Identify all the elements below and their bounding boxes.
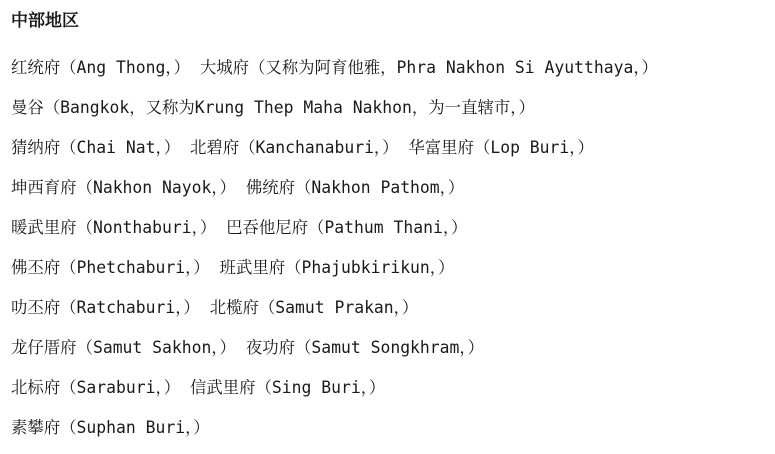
province-line-6: 佛丕府（Phetchaburi，） 班武里府（Phajubkirikun，） (11, 258, 455, 277)
province-line-8: 龙仔厝府（Samut Sakhon，） 夜功府（Samut Songkhram，） (11, 338, 484, 357)
section-heading: 中部地区 (11, 11, 79, 31)
province-line-3: 猜纳府（Chai Nat，） 北碧府（Kanchanaburi，） 华富里府（Lop Buri，） (11, 138, 594, 157)
province-line-10: 素攀府（Suphan Buri，） (11, 418, 210, 437)
province-line-9: 北标府（Saraburi，） 信武里府（Sing Buri，） (11, 378, 386, 397)
province-line-7: 叻丕府（Ratchaburi，） 北榄府（Samut Prakan，） (11, 298, 419, 317)
province-line-1: 红统府（Ang Thong，） 大城府（又称为阿育他雅，Phra Nakhon Si Ayutthaya，） (11, 58, 658, 77)
province-line-2: 曼谷（Bangkok，又称为Krung Thep Maha Nakhon，为一直辖市，） (11, 98, 535, 117)
province-line-4: 坤西育府（Nakhon Nayok，） 佛统府（Nakhon Pathom，） (11, 178, 465, 197)
province-line-5: 暖武里府（Nonthaburi，） 巴吞他尼府（Pathum Thani，） (11, 218, 468, 237)
document-body (11, 8, 771, 448)
